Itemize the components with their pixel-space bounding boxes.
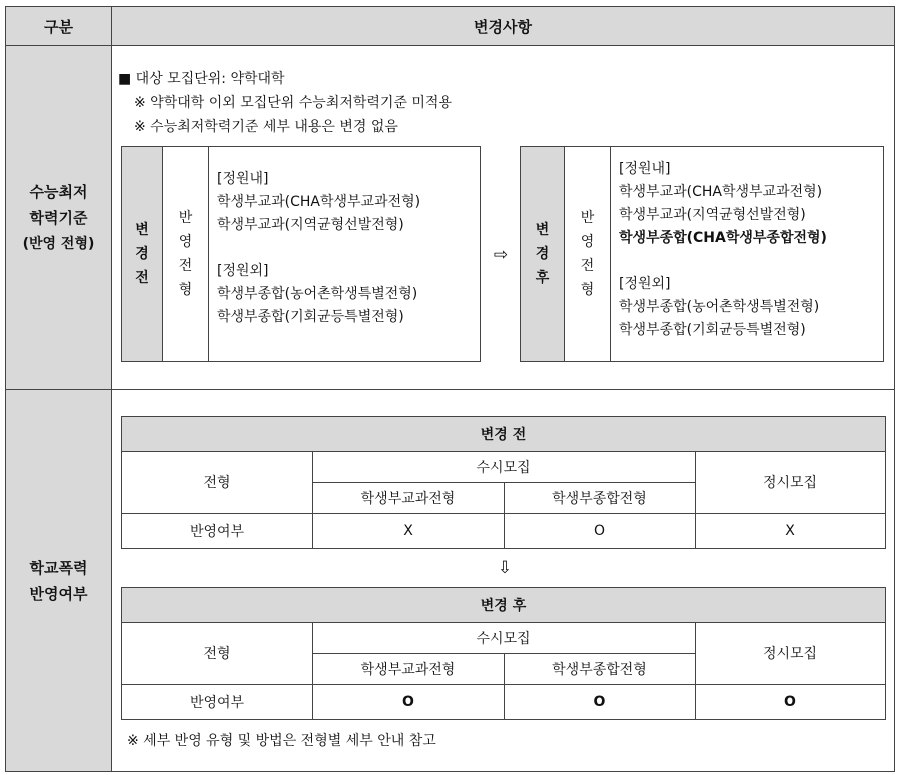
table-before-value-jonghap: [504, 513, 696, 549]
header-col1-text: 구분: [44, 17, 73, 36]
before-line-1: [정원내]: [217, 171, 269, 187]
before-sub-char2: 영: [178, 234, 193, 250]
before-line-7: 학생부종합(기회균등특별전형): [217, 309, 404, 325]
table-after-title: [121, 587, 886, 623]
after-tag-char2: 경: [535, 246, 550, 262]
section2-label-cell: [5, 389, 112, 772]
before-sub-char4: 형: [178, 282, 193, 298]
table-after-col-jeongsi-text: 정시모집: [762, 646, 818, 662]
table-before-value-jonghap-text: O: [593, 522, 606, 539]
table-after-row-label-text: 반영여부: [189, 694, 245, 711]
header-col-changes: [111, 6, 895, 46]
table-after-title-text: 변경 후: [480, 598, 527, 614]
section1-notes: [118, 67, 452, 139]
table-after: [121, 587, 886, 720]
table-after-col-susi-text: 수시모집: [476, 630, 531, 647]
table-before-col-jonghap: [504, 482, 696, 514]
table-after-value-jonghap-text: O: [593, 693, 606, 710]
after-line-7: 학생부종합(농어촌학생특별전형): [619, 299, 820, 315]
after-sub-char1: 반: [580, 210, 595, 226]
table-before-value-jeongsi: [695, 513, 886, 549]
table-before-col-type-text: 전형: [203, 475, 231, 491]
table-before-value-gyogwa: [312, 513, 505, 549]
table-after-row-label: [121, 684, 313, 720]
table-before-col-gyogwa: [312, 482, 505, 514]
note-target-unit: ■ 대상 모집단위: 약학대학: [118, 71, 285, 87]
before-tag-char2: 경: [135, 246, 149, 262]
right-arrow-glyph: ⇨: [493, 245, 509, 265]
table-after-value-gyogwa-text: O: [402, 693, 414, 710]
table-after-col-gyogwa: [312, 653, 505, 685]
section1-label-line2: 학력기준: [29, 208, 88, 227]
after-tag-char1: 변: [535, 222, 550, 238]
section1-label-cell: [5, 45, 112, 390]
before-line-4: [217, 237, 420, 260]
table-before-row-label: [121, 513, 313, 549]
table-before-col-jonghap-text: 학생부종합전형: [552, 490, 647, 507]
after-sub-label: [564, 146, 611, 362]
table-after-col-jonghap: [504, 653, 696, 685]
after-line-1: [정원내]: [619, 161, 671, 177]
after-line-2: 학생부교과(CHA학생부교과전형): [619, 184, 823, 200]
down-arrow-icon: [490, 556, 520, 580]
after-tag: [520, 146, 565, 362]
after-list: [619, 158, 827, 342]
table-before-row-label-text: 반영여부: [189, 523, 245, 540]
table-after-value-jeongsi-text: O: [784, 693, 796, 710]
after-line-3: 학생부교과(지역균형선발전형): [619, 207, 806, 223]
table-before-col-jeongsi-text: 정시모집: [762, 475, 818, 491]
after-line-8: 학생부종합(기회균등특별전형): [619, 322, 806, 338]
table-before-col-jeongsi: [695, 451, 886, 514]
before-sub-char3: 전: [178, 258, 193, 274]
table-before-value-jeongsi-text: X: [785, 522, 795, 539]
before-tag-char3: 전: [135, 270, 149, 286]
table-before-col-type: [121, 451, 313, 514]
before-line-6: 학생부종합(농어촌학생특별전형): [217, 286, 418, 302]
table-before-value-gyogwa-text: X: [403, 522, 413, 539]
table-after-col-jonghap-text: 학생부종합전형: [552, 661, 647, 678]
table-before-col-susi: [312, 451, 696, 483]
header-col2-text: 변경사항: [474, 17, 532, 36]
after-line-5: [619, 250, 827, 273]
table-before-title-text: 변경 전: [480, 427, 527, 443]
before-line-5: [정원외]: [217, 263, 269, 279]
before-line-2: 학생부교과(CHA학생부교과전형): [217, 194, 421, 210]
table-after-col-type-text: 전형: [203, 646, 231, 662]
table-after-value-jonghap: [504, 684, 696, 720]
table-after-col-jeongsi: [695, 622, 886, 685]
table-after-col-type: [121, 622, 313, 685]
before-sub-char1: 반: [178, 210, 193, 226]
after-sub-char3: 전: [580, 258, 595, 274]
table-after-col-susi: [312, 622, 696, 654]
before-line-3: 학생부교과(지역균형선발전형): [217, 217, 404, 233]
section2-label-line2: 반영여부: [29, 584, 88, 603]
after-line-6: [정원외]: [619, 276, 671, 292]
footnote: ※ 세부 반영 유형 및 방법은 전형별 세부 안내 참고: [127, 733, 436, 749]
after-sub-char2: 영: [580, 234, 595, 250]
before-sub-label: [162, 146, 209, 362]
table-before-title: [121, 416, 886, 452]
before-tag-char1: 변: [135, 222, 149, 238]
before-tag: [121, 146, 163, 362]
table-after-value-gyogwa: [312, 684, 505, 720]
table-before-col-susi-text: 수시모집: [476, 459, 531, 476]
section1-label-line1: 수능최저: [29, 182, 88, 201]
right-arrow-icon: [488, 244, 514, 266]
down-arrow-glyph: ⇩: [497, 558, 513, 578]
section2-label-line1: 학교폭력: [29, 558, 88, 577]
note-no-change: ※ 수능최저학력기준 세부 내용은 변경 없음: [134, 119, 398, 135]
table-before-col-gyogwa-text: 학생부교과전형: [360, 490, 456, 507]
header-col-category: [5, 6, 112, 46]
after-line-4-highlight: 학생부종합(CHA학생부종합전형): [619, 230, 827, 246]
section1-label-line3: (반영 전형): [22, 235, 95, 252]
table-after-value-jeongsi: [695, 684, 886, 720]
after-tag-char3: 후: [535, 270, 550, 286]
note-not-applied: ※ 약학대학 이외 모집단위 수능최저학력기준 미적용: [134, 95, 452, 111]
table-before: [121, 416, 886, 549]
before-list: [217, 168, 420, 329]
table-after-col-gyogwa-text: 학생부교과전형: [360, 661, 456, 678]
after-sub-char4: 형: [580, 282, 595, 298]
